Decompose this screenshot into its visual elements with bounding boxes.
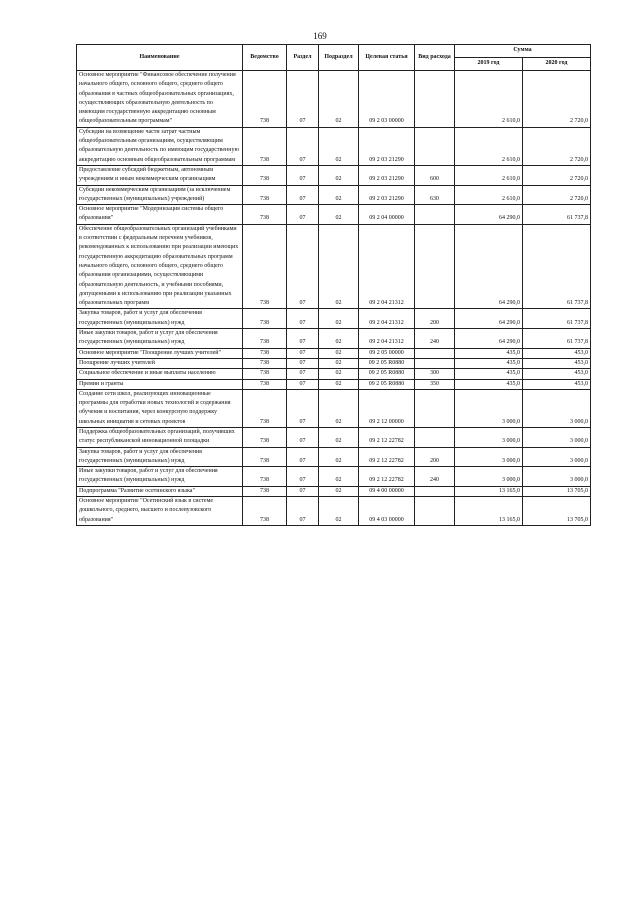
cell-sum-2020: 2 720,0 — [523, 185, 591, 205]
cell-podrazdel: 02 — [319, 329, 359, 349]
cell-vedomstvo: 738 — [243, 497, 287, 526]
cell-sum-2020: 453,0 — [523, 348, 591, 358]
cell-razdel: 07 — [287, 185, 319, 205]
cell-target-article: 09 2 03 21290 — [359, 185, 415, 205]
cell-name: Закупка товаров, работ и услуг для обеспечения государственных (муниципальных) нужд — [77, 447, 243, 467]
cell-vedomstvo: 738 — [243, 379, 287, 389]
cell-sum-2020: 61 737,8 — [523, 309, 591, 329]
table-row — [77, 348, 591, 358]
cell-expense-type — [415, 486, 455, 496]
cell-podrazdel: 02 — [319, 497, 359, 526]
cell-expense-type — [415, 71, 455, 128]
table-row — [77, 447, 591, 467]
header-target-article: Целевая статья — [359, 45, 415, 71]
cell-target-article: 09 2 04 21312 — [359, 224, 415, 309]
cell-name: Подпрограмма "Развитие осетинского языка" — [77, 486, 243, 496]
cell-sum-2019: 3 000,0 — [455, 447, 523, 467]
table-row — [77, 224, 591, 309]
cell-expense-type — [415, 127, 455, 165]
header-vedomstvo: Ведомство — [243, 45, 287, 71]
cell-razdel: 07 — [287, 205, 319, 225]
cell-sum-2020: 2 720,0 — [523, 165, 591, 185]
cell-name: Поощрение лучших учителей — [77, 358, 243, 368]
cell-sum-2020: 3 000,0 — [523, 389, 591, 427]
cell-vedomstvo: 738 — [243, 71, 287, 128]
table-row — [77, 185, 591, 205]
table-row — [77, 165, 591, 185]
cell-sum-2019: 64 290,0 — [455, 309, 523, 329]
table-row — [77, 205, 591, 225]
cell-sum-2020: 2 720,0 — [523, 71, 591, 128]
cell-expense-type — [415, 427, 455, 447]
cell-podrazdel: 02 — [319, 309, 359, 329]
cell-name: Субсидии на возмещение части затрат частным общеобразовательным организациям, осуществляющим образовательную деятельность по имеющим государственную аккредитацию основным общеобразовательным программам — [77, 127, 243, 165]
cell-vedomstvo: 738 — [243, 486, 287, 496]
cell-name: Основное мероприятие "Финансовое обеспечение получения начального общего, основного общего, среднего общего образования в частных общеобразовательных организациях, осуществляющих образовательную деятельность по имеющим государственную аккредитацию основным общеобразовательным программам" — [77, 71, 243, 128]
cell-vedomstvo: 738 — [243, 165, 287, 185]
cell-podrazdel: 02 — [319, 185, 359, 205]
cell-expense-type — [415, 358, 455, 368]
cell-vedomstvo: 738 — [243, 369, 287, 379]
cell-vedomstvo: 738 — [243, 348, 287, 358]
cell-razdel: 07 — [287, 369, 319, 379]
cell-sum-2020: 3 000,0 — [523, 427, 591, 447]
table-row — [77, 467, 591, 487]
cell-vedomstvo: 738 — [243, 389, 287, 427]
cell-sum-2020: 61 737,8 — [523, 224, 591, 309]
header-podrazdel: Подраздел — [319, 45, 359, 71]
cell-podrazdel: 02 — [319, 369, 359, 379]
cell-razdel: 07 — [287, 467, 319, 487]
cell-razdel: 07 — [287, 348, 319, 358]
cell-podrazdel: 02 — [319, 224, 359, 309]
cell-target-article: 09 2 03 00000 — [359, 71, 415, 128]
cell-target-article: 09 2 05 00000 — [359, 348, 415, 358]
cell-razdel: 07 — [287, 486, 319, 496]
cell-vedomstvo: 738 — [243, 427, 287, 447]
cell-podrazdel: 02 — [319, 165, 359, 185]
cell-razdel: 07 — [287, 358, 319, 368]
cell-target-article: 09 2 12 22782 — [359, 467, 415, 487]
cell-target-article: 09 2 03 21290 — [359, 127, 415, 165]
table-row — [77, 379, 591, 389]
cell-vedomstvo: 738 — [243, 358, 287, 368]
cell-sum-2020: 13 705,0 — [523, 497, 591, 526]
cell-sum-2019: 2 610,0 — [455, 127, 523, 165]
cell-podrazdel: 02 — [319, 447, 359, 467]
cell-sum-2020: 61 737,8 — [523, 329, 591, 349]
cell-name: Предоставление субсидий бюджетным, автономным учреждениям и иным некоммерческим организациям — [77, 165, 243, 185]
cell-sum-2019: 3 000,0 — [455, 427, 523, 447]
cell-target-article: 09 2 12 22782 — [359, 427, 415, 447]
cell-expense-type: 600 — [415, 165, 455, 185]
cell-sum-2019: 64 290,0 — [455, 224, 523, 309]
cell-sum-2020: 2 720,0 — [523, 127, 591, 165]
header-year-2019: 2019 год — [455, 58, 523, 71]
cell-sum-2020: 3 000,0 — [523, 447, 591, 467]
table-row — [77, 497, 591, 526]
table-row — [77, 329, 591, 349]
cell-sum-2020: 13 705,0 — [523, 486, 591, 496]
cell-sum-2019: 3 000,0 — [455, 467, 523, 487]
cell-podrazdel: 02 — [319, 427, 359, 447]
table-row — [77, 358, 591, 368]
cell-expense-type — [415, 205, 455, 225]
cell-sum-2020: 453,0 — [523, 369, 591, 379]
cell-expense-type — [415, 389, 455, 427]
cell-target-article: 09 2 04 00000 — [359, 205, 415, 225]
cell-sum-2019: 13 165,0 — [455, 497, 523, 526]
cell-razdel: 07 — [287, 447, 319, 467]
cell-podrazdel: 02 — [319, 379, 359, 389]
cell-podrazdel: 02 — [319, 486, 359, 496]
cell-expense-type — [415, 224, 455, 309]
header-razdel: Раздел — [287, 45, 319, 71]
cell-sum-2019: 2 610,0 — [455, 71, 523, 128]
cell-sum-2019: 435,0 — [455, 369, 523, 379]
cell-target-article: 09 2 12 00000 — [359, 389, 415, 427]
cell-vedomstvo: 738 — [243, 329, 287, 349]
header-sum: Сумма — [455, 45, 591, 58]
cell-vedomstvo: 738 — [243, 127, 287, 165]
cell-vedomstvo: 738 — [243, 185, 287, 205]
page-number: 169 — [313, 31, 327, 41]
cell-target-article: 09 2 04 21312 — [359, 309, 415, 329]
cell-target-article: 09 2 12 22782 — [359, 447, 415, 467]
cell-name: Социальное обеспечение и иные выплаты населению — [77, 369, 243, 379]
cell-target-article: 09 2 05 R0880 — [359, 379, 415, 389]
cell-expense-type: 630 — [415, 185, 455, 205]
header-year-2020: 2020 год — [523, 58, 591, 71]
cell-sum-2019: 3 000,0 — [455, 389, 523, 427]
table-row — [77, 486, 591, 496]
cell-podrazdel: 02 — [319, 127, 359, 165]
cell-vedomstvo: 738 — [243, 224, 287, 309]
budget-table — [76, 44, 591, 526]
cell-name: Поддержка общеобразовательных организаций, получивших статус республиканской инновационной площадки — [77, 427, 243, 447]
cell-name: Иные закупки товаров, работ и услуг для обеспечения государственных (муниципальных) нужд — [77, 467, 243, 487]
cell-sum-2020: 61 737,8 — [523, 205, 591, 225]
cell-vedomstvo: 738 — [243, 205, 287, 225]
table-row — [77, 427, 591, 447]
cell-expense-type: 240 — [415, 467, 455, 487]
cell-expense-type: 200 — [415, 447, 455, 467]
cell-name: Основное мероприятие "Поощрение лучших учителей" — [77, 348, 243, 358]
cell-expense-type: 200 — [415, 309, 455, 329]
cell-target-article: 09 4 03 00000 — [359, 497, 415, 526]
cell-target-article: 09 2 04 21312 — [359, 329, 415, 349]
table-row — [77, 71, 591, 128]
table-header — [77, 45, 591, 71]
cell-podrazdel: 02 — [319, 389, 359, 427]
cell-razdel: 07 — [287, 165, 319, 185]
header-expense-type: Вид расхода — [415, 45, 455, 71]
cell-name: Закупка товаров, работ и услуг для обеспечения государственных (муниципальных) нужд — [77, 309, 243, 329]
cell-name: Иные закупки товаров, работ и услуг для обеспечения государственных (муниципальных) нужд — [77, 329, 243, 349]
cell-podrazdel: 02 — [319, 358, 359, 368]
table-row — [77, 309, 591, 329]
cell-razdel: 07 — [287, 309, 319, 329]
table-row — [77, 389, 591, 427]
cell-expense-type: 350 — [415, 379, 455, 389]
cell-podrazdel: 02 — [319, 205, 359, 225]
cell-target-article: 09 2 05 R0880 — [359, 369, 415, 379]
cell-sum-2019: 2 610,0 — [455, 185, 523, 205]
cell-name: Обеспечение общеобразовательных организаций учебниками в соответствии с федеральным перечнем учебников, рекомендованных к использованию при реализации имеющих государственную аккредитацию образовательных программ начального общего, основного общего, среднего общего образования организациями, осуществляющими образовательную деятельность, и учебными пособиями, допущенными к использованию при реализации указанных образовательных программ — [77, 224, 243, 309]
cell-razdel: 07 — [287, 329, 319, 349]
cell-razdel: 07 — [287, 497, 319, 526]
cell-razdel: 07 — [287, 127, 319, 165]
table-body — [77, 71, 591, 526]
cell-razdel: 07 — [287, 379, 319, 389]
cell-vedomstvo: 738 — [243, 309, 287, 329]
header-name: Наименование — [77, 45, 243, 71]
cell-name: Основное мероприятие "Модернизация системы общего образования" — [77, 205, 243, 225]
cell-name: Создание сети школ, реализующих инновационные программы для отработки новых технологий и содержания обучения и воспитания, через конкурсную поддержку школьных инициатив и сетевых проектов — [77, 389, 243, 427]
cell-name: Премии и гранты — [77, 379, 243, 389]
cell-sum-2019: 435,0 — [455, 379, 523, 389]
cell-expense-type — [415, 348, 455, 358]
cell-sum-2020: 453,0 — [523, 379, 591, 389]
cell-expense-type: 300 — [415, 369, 455, 379]
cell-name: Основное мероприятие "Осетинский язык в системе дошкольного, среднего, высшего и послевузовского образования" — [77, 497, 243, 526]
table-row — [77, 369, 591, 379]
cell-expense-type — [415, 497, 455, 526]
cell-podrazdel: 02 — [319, 467, 359, 487]
cell-target-article: 09 2 03 21290 — [359, 165, 415, 185]
cell-sum-2019: 435,0 — [455, 358, 523, 368]
cell-razdel: 07 — [287, 389, 319, 427]
cell-podrazdel: 02 — [319, 348, 359, 358]
table-row — [77, 127, 591, 165]
cell-razdel: 07 — [287, 71, 319, 128]
cell-sum-2019: 2 610,0 — [455, 165, 523, 185]
cell-sum-2019: 435,0 — [455, 348, 523, 358]
cell-sum-2019: 64 290,0 — [455, 329, 523, 349]
cell-podrazdel: 02 — [319, 71, 359, 128]
cell-expense-type: 240 — [415, 329, 455, 349]
cell-razdel: 07 — [287, 224, 319, 309]
cell-sum-2019: 64 290,0 — [455, 205, 523, 225]
cell-vedomstvo: 738 — [243, 447, 287, 467]
cell-sum-2020: 3 000,0 — [523, 467, 591, 487]
cell-target-article: 09 2 05 R0880 — [359, 358, 415, 368]
cell-sum-2020: 453,0 — [523, 358, 591, 368]
cell-vedomstvo: 738 — [243, 467, 287, 487]
cell-target-article: 09 4 00 00000 — [359, 486, 415, 496]
cell-razdel: 07 — [287, 427, 319, 447]
cell-name: Субсидии некоммерческим организациям (за исключением государственных (муниципальных) учреждений) — [77, 185, 243, 205]
cell-sum-2019: 13 165,0 — [455, 486, 523, 496]
